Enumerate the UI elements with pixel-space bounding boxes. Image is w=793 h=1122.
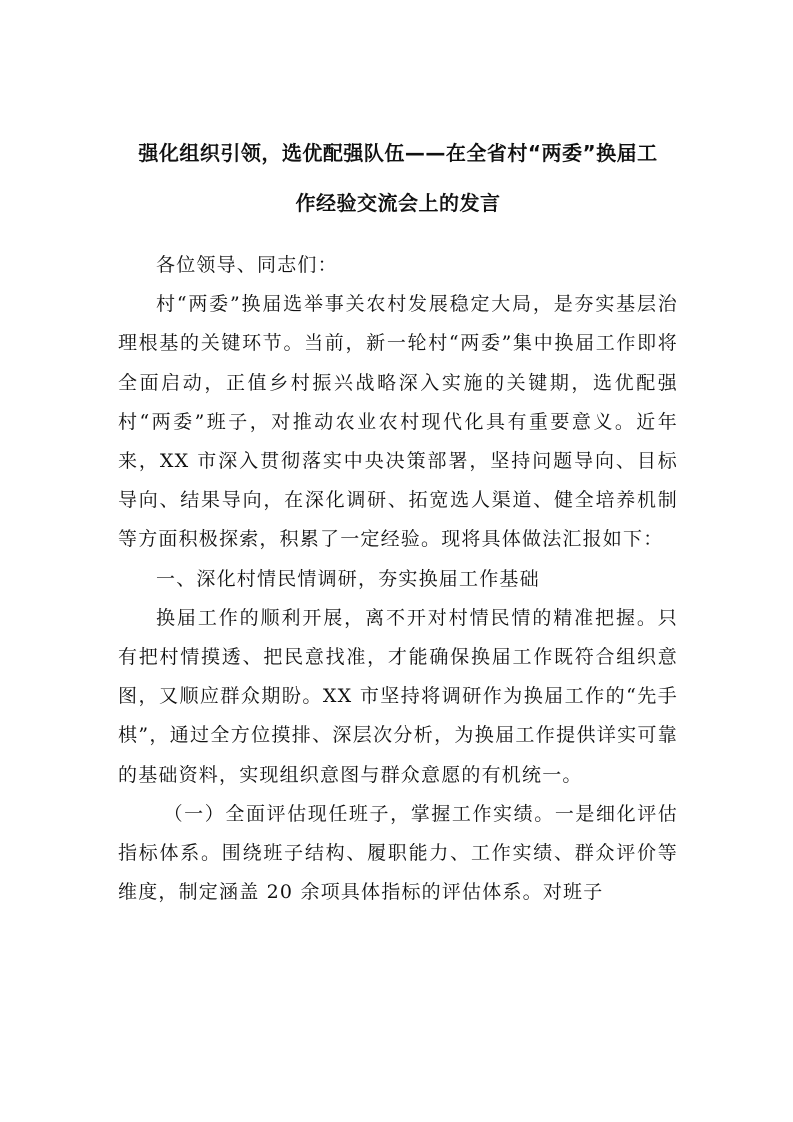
section-1-heading: 一、深化村情民情调研，夯实换届工作基础 [156, 567, 540, 590]
document-title [118, 128, 678, 228]
intro-paragraph: 村“两委”换届选举事关农村发展稳定大局，是夯实基层治理根基的关键环节。当前，新一轮村“两委”集中换届工作即将全面启动，正值乡村振兴战略深入实施的关键期，选优配强村“两委”班子，对推动农业农村现代化具有重要意义。近年来，XX 市深入贯彻落实中央决策部署，坚持问题导向、目标导向、结果导向，在深化调研、拓宽选人渠道、健全培养机制等方面积极探索，积累了一定经验。现将具体做法汇报如下： [118, 293, 678, 551]
document-title-line-2: 作经验交流会上的发言 [295, 191, 501, 215]
document-title-line-1: 强化组织引领，选优配强队伍——在全省村“两委”换届工 [138, 141, 658, 165]
document-body [118, 246, 678, 912]
greeting: 各位领导、同志们： [156, 254, 338, 276]
section-1-paragraph: 换届工作的顺利开展，离不开对村情民情的精准把握。只有把村情摸透、把民意找准，才能确保换届工作既符合组织意图，又顺应群众期盼。XX 市坚持将调研作为换届工作的“先手棋”，通过全方位摸排、深层次分析，为换届工作提供详实可靠的基础资料，实现组织意图与群众意愿的有机统一。 [118, 606, 678, 786]
subsection-1-paragraph: （一）全面评估现任班子，掌握工作实绩。一是细化评估指标体系。围绕班子结构、履职能力、工作实绩、群众评价等维度，制定涵盖 20 余项具体指标的评估体系。对班子 [118, 802, 678, 904]
